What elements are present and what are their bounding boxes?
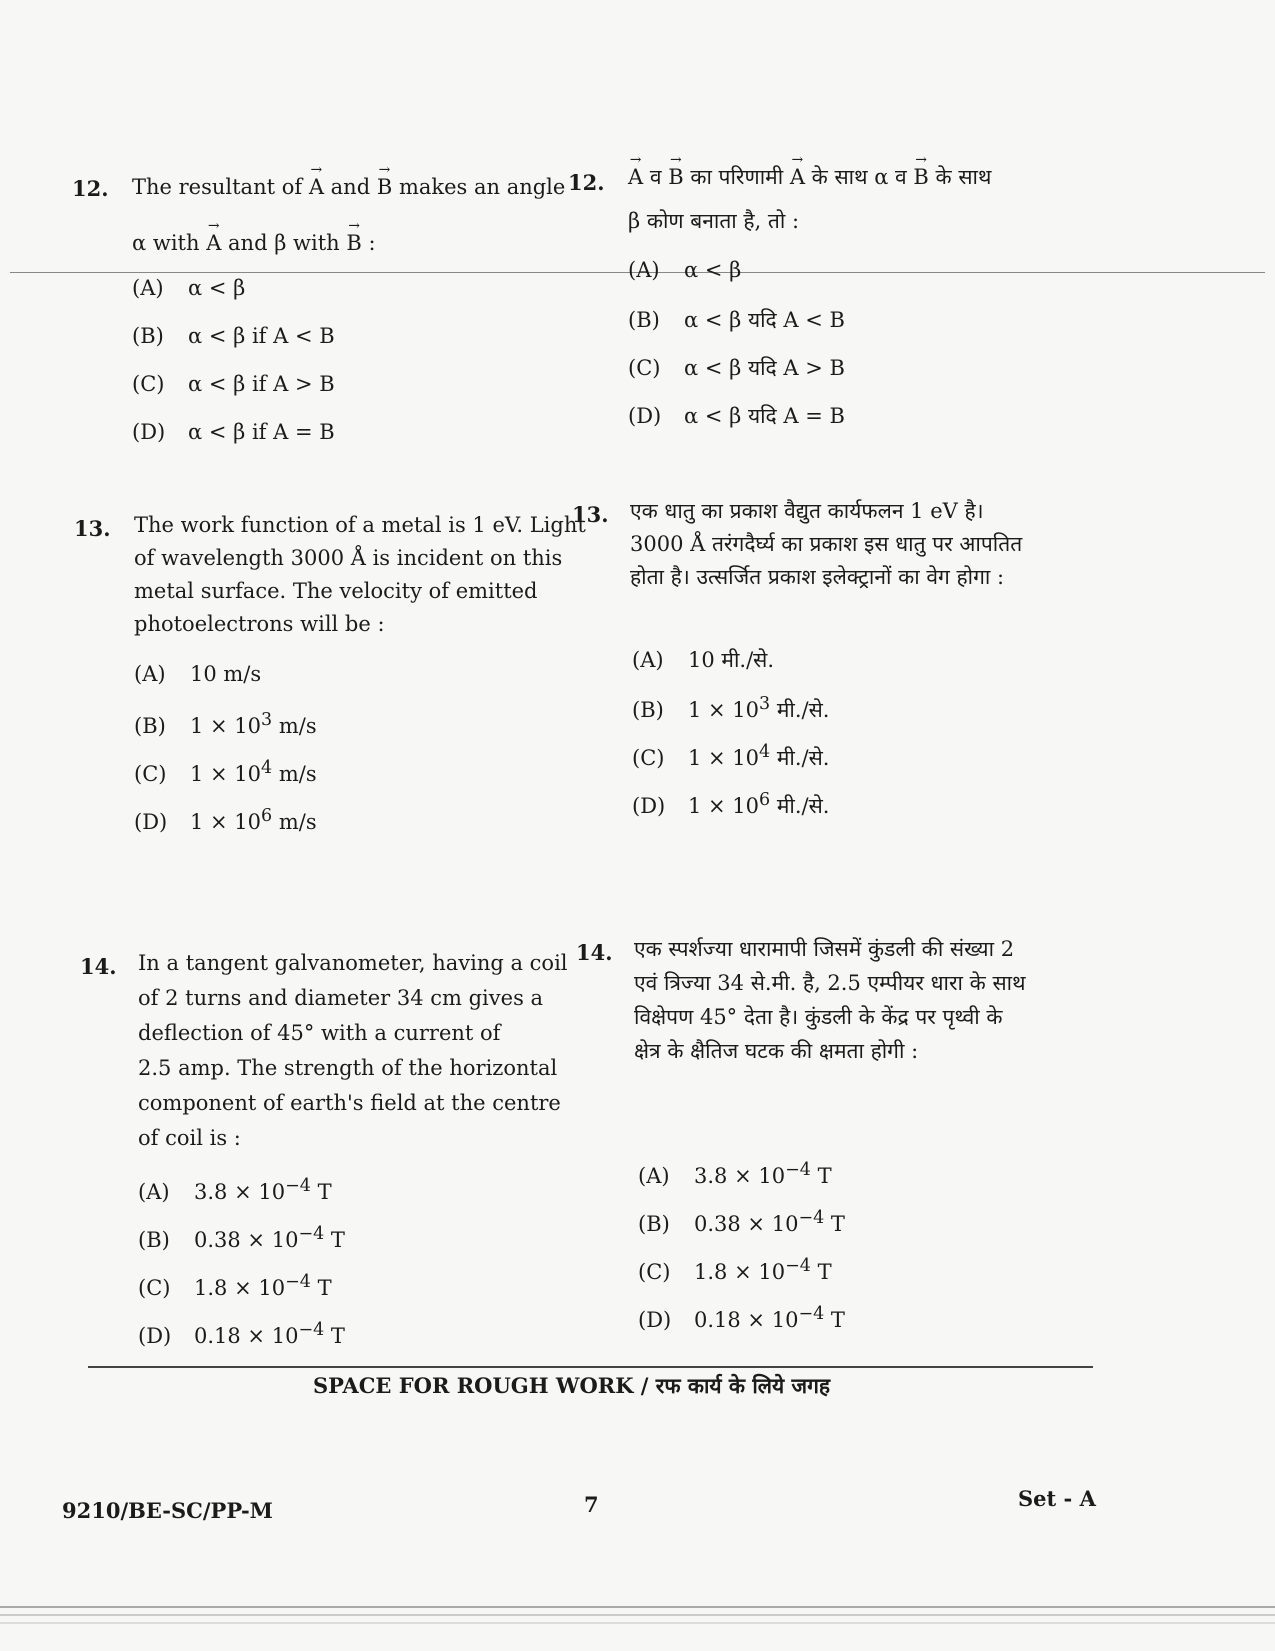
option-c[interactable]: (C) $1.8 \times 10^{-4}$ T xyxy=(138,1272,332,1300)
question-number: 12. xyxy=(568,170,605,195)
scan-edge-line xyxy=(0,1622,1275,1624)
option-d[interactable]: (D) α < β यदि A = B xyxy=(628,404,845,428)
option-b[interactable]: (B) $1 \times 10^3$ m/s xyxy=(134,710,317,738)
question-stem-line: deflection of 45° with a current of xyxy=(138,1021,501,1045)
question-stem-line: of wavelength 3000 Å is incident on this xyxy=(134,546,563,570)
vector-b: → B xyxy=(346,226,361,260)
option-c[interactable]: (C) $1 \times 10^4$ m/s xyxy=(134,758,317,786)
question-stem-line: 2.5 amp. The strength of the horizontal xyxy=(138,1056,558,1080)
question-stem-line: The work function of a metal is 1 eV. Light xyxy=(134,513,586,537)
question-stem-line: In a tangent galvanometer, having a coil xyxy=(138,951,568,975)
option-b[interactable]: (B) $0.38 \times 10^{-4}$ T xyxy=(138,1224,345,1252)
question-13-english xyxy=(74,508,604,838)
option-b[interactable]: (B) α < β यदि A < B xyxy=(628,308,845,332)
vector-a: → A xyxy=(309,170,324,204)
vector-a: → A xyxy=(206,226,221,260)
set-label: Set - A xyxy=(1018,1486,1096,1511)
question-stem-line: of coil is : xyxy=(138,1126,241,1150)
vector-b: → B xyxy=(668,160,683,194)
option-a[interactable]: (A) α < β xyxy=(628,258,742,282)
question-14-hindi xyxy=(576,932,1116,1332)
question-stem-line: क्षेत्र के क्षैतिज घटक की क्षमता होगी : xyxy=(634,1039,919,1063)
question-stem-line: विक्षेपण 45° देता है। कुंडली के केंद्र पर पृथ्वी के xyxy=(634,1005,1003,1029)
option-b[interactable]: (B) $1 \times 10^3$ मी./से. xyxy=(632,694,830,722)
option-d[interactable]: (D) α < β if A = B xyxy=(132,420,335,444)
question-stem-line: होता है। उत्सर्जित प्रकाश इलेक्ट्रानों का वेग होगा : xyxy=(630,565,1005,589)
question-14-english xyxy=(80,946,620,1356)
question-number: 13. xyxy=(572,502,609,527)
option-a[interactable]: (A) $3.8 \times 10^{-4}$ T xyxy=(638,1160,832,1188)
question-12-hindi xyxy=(568,160,1088,440)
question-stem-line2: β कोण बनाता है, तो : xyxy=(628,209,800,233)
question-number: 14. xyxy=(576,940,613,965)
option-d[interactable]: (D) $0.18 \times 10^{-4}$ T xyxy=(638,1304,845,1332)
option-a[interactable]: (A) 10 मी./से. xyxy=(632,648,775,672)
question-stem-line: photoelectrons will be : xyxy=(134,612,385,636)
question-stem-line2: α with → A and β with → B : xyxy=(132,226,602,260)
question-13-hindi xyxy=(572,494,1102,824)
question-number: 12. xyxy=(72,176,109,201)
vector-a: → A xyxy=(790,160,805,194)
question-stem: The resultant of → A and → B makes an angle xyxy=(132,170,602,204)
question-stem-line: एवं त्रिज्या 34 से.मी. है, 2.5 एम्पीयर धारा के साथ xyxy=(634,971,1026,995)
page-number: 7 xyxy=(584,1492,599,1517)
question-stem-line: एक धातु का प्रकाश वैद्युत कार्यफलन 1 eV है। xyxy=(630,499,984,523)
option-c[interactable]: (C) $1.8 \times 10^{-4}$ T xyxy=(638,1256,832,1284)
question-stem-line: 3000 Å तरंगदैर्घ्य का प्रकाश इस धातु पर आपतित xyxy=(630,532,1023,556)
option-b[interactable]: (B) α < β if A < B xyxy=(132,324,335,348)
option-d[interactable]: (D) $0.18 \times 10^{-4}$ T xyxy=(138,1320,345,1348)
question-stem: → A व → B का परिणामी → A के साथ α व → B के साथ xyxy=(628,160,1088,194)
option-a[interactable]: (A) α < β xyxy=(132,276,246,300)
option-a[interactable]: (A) 10 m/s xyxy=(134,662,262,686)
option-d[interactable]: (D) $1 \times 10^6$ m/s xyxy=(134,806,317,834)
scan-edge-line xyxy=(0,1606,1275,1608)
question-number: 14. xyxy=(80,954,117,979)
option-b[interactable]: (B) $0.38 \times 10^{-4}$ T xyxy=(638,1208,845,1236)
vector-a: → A xyxy=(628,160,643,194)
scan-edge-line xyxy=(0,1614,1275,1616)
option-c[interactable]: (C) α < β if A > B xyxy=(132,372,335,396)
vector-b: → B xyxy=(377,170,392,204)
paper-code: 9210/BE-SC/PP-M xyxy=(62,1498,273,1523)
question-stem-line: of 2 turns and diameter 34 cm gives a xyxy=(138,986,544,1010)
question-stem-line: एक स्पर्शज्या धारामापी जिसमें कुंडली की संख्या 2 xyxy=(634,937,1015,961)
question-stem-line: metal surface. The velocity of emitted xyxy=(134,579,538,603)
option-d[interactable]: (D) $1 \times 10^6$ मी./से. xyxy=(632,790,830,818)
option-c[interactable]: (C) $1 \times 10^4$ मी./से. xyxy=(632,742,830,770)
question-number: 13. xyxy=(74,516,111,541)
rough-work-label: SPACE FOR ROUGH WORK / रफ कार्य के लिये जगह xyxy=(313,1373,831,1398)
question-12-english xyxy=(72,170,592,470)
question-stem-line: component of earth's field at the centre xyxy=(138,1091,561,1115)
option-c[interactable]: (C) α < β यदि A > B xyxy=(628,356,845,380)
option-a[interactable]: (A) $3.8 \times 10^{-4}$ T xyxy=(138,1176,332,1204)
rough-work-rule xyxy=(88,1366,1093,1368)
vector-b: → B xyxy=(913,160,928,194)
